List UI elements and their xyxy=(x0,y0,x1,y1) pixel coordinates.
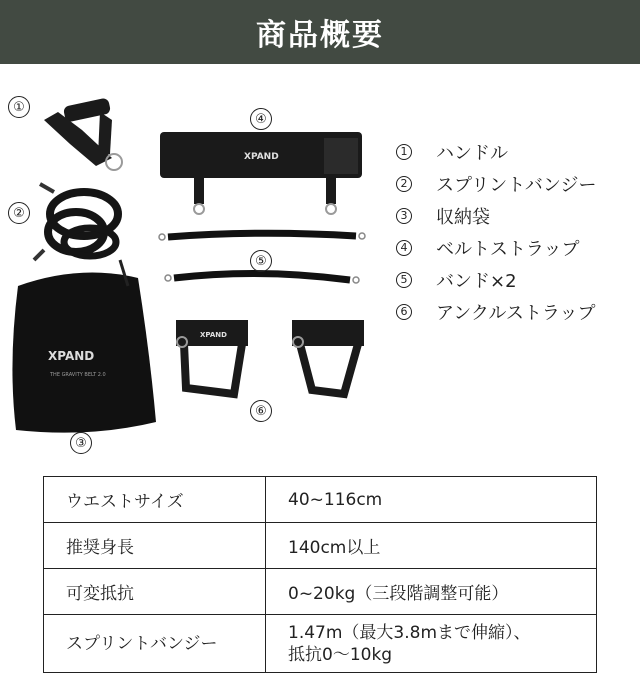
header-banner xyxy=(0,0,640,64)
legend-label: アンクルストラップ xyxy=(436,303,596,324)
spec-value: 40~116cm xyxy=(266,477,597,523)
product-photo xyxy=(0,64,384,464)
page-title: 商品概要 xyxy=(256,18,384,53)
legend-number: 3 xyxy=(396,208,412,224)
legend-item xyxy=(394,232,640,264)
storage-bag-image xyxy=(12,260,156,433)
legend-number: 5 xyxy=(396,272,412,288)
photo-number-5: ⑤ xyxy=(250,250,272,272)
belt-brand-text: XPAND xyxy=(244,152,279,162)
legend-label: 収納袋 xyxy=(436,207,490,228)
spec-table xyxy=(43,476,597,673)
spec-value xyxy=(266,615,597,673)
spec-key: 可変抵抗 xyxy=(44,569,266,615)
spec-key: ウエストサイズ xyxy=(44,477,266,523)
legend-item xyxy=(394,264,640,296)
legend-label: バンド×2 xyxy=(436,271,517,292)
legend-label: ベルトストラップ xyxy=(436,239,580,260)
photo-number-4: ④ xyxy=(250,108,272,130)
spec-key: 推奨身長 xyxy=(44,523,266,569)
photo-number-1: ① xyxy=(8,96,30,118)
photo-number-2: ② xyxy=(8,202,30,224)
table-row xyxy=(44,523,597,569)
table-row xyxy=(44,477,597,523)
legend-label: ハンドル xyxy=(436,143,508,164)
spec-value-line: 1.47m（最大3.8mまで伸縮）、 xyxy=(288,622,531,643)
belt-strap-image xyxy=(160,132,362,214)
spec-value: 0~20kg（三段階調整可能） xyxy=(266,569,597,615)
spec-value-line: 抵抗0〜10kg xyxy=(288,644,393,665)
bag-subtext: THE GRAVITY BELT 2.0 xyxy=(50,372,106,378)
parts-legend xyxy=(394,136,640,328)
legend-label: スプリントバンジー xyxy=(436,175,597,196)
legend-item xyxy=(394,200,640,232)
bag-brand-text: XPAND xyxy=(48,349,95,363)
legend-number: 6 xyxy=(396,304,412,320)
legend-number: 2 xyxy=(396,176,412,192)
ankle-brand-text: XPAND xyxy=(200,331,227,339)
legend-item xyxy=(394,168,640,200)
photo-number-3: ③ xyxy=(70,432,92,454)
legend-number: 4 xyxy=(396,240,412,256)
legend-item xyxy=(394,296,640,328)
handle-image xyxy=(44,97,122,170)
table-row xyxy=(44,615,597,673)
sprint-bungee-image xyxy=(34,184,118,260)
product-illustration xyxy=(0,64,384,464)
photo-number-6: ⑥ xyxy=(250,400,272,422)
spec-key: スプリントバンジー xyxy=(44,615,266,673)
legend-number: 1 xyxy=(396,144,412,160)
legend-item xyxy=(394,136,640,168)
spec-value: 140cm以上 xyxy=(266,523,597,569)
table-row xyxy=(44,569,597,615)
ankle-straps-image xyxy=(176,320,364,394)
